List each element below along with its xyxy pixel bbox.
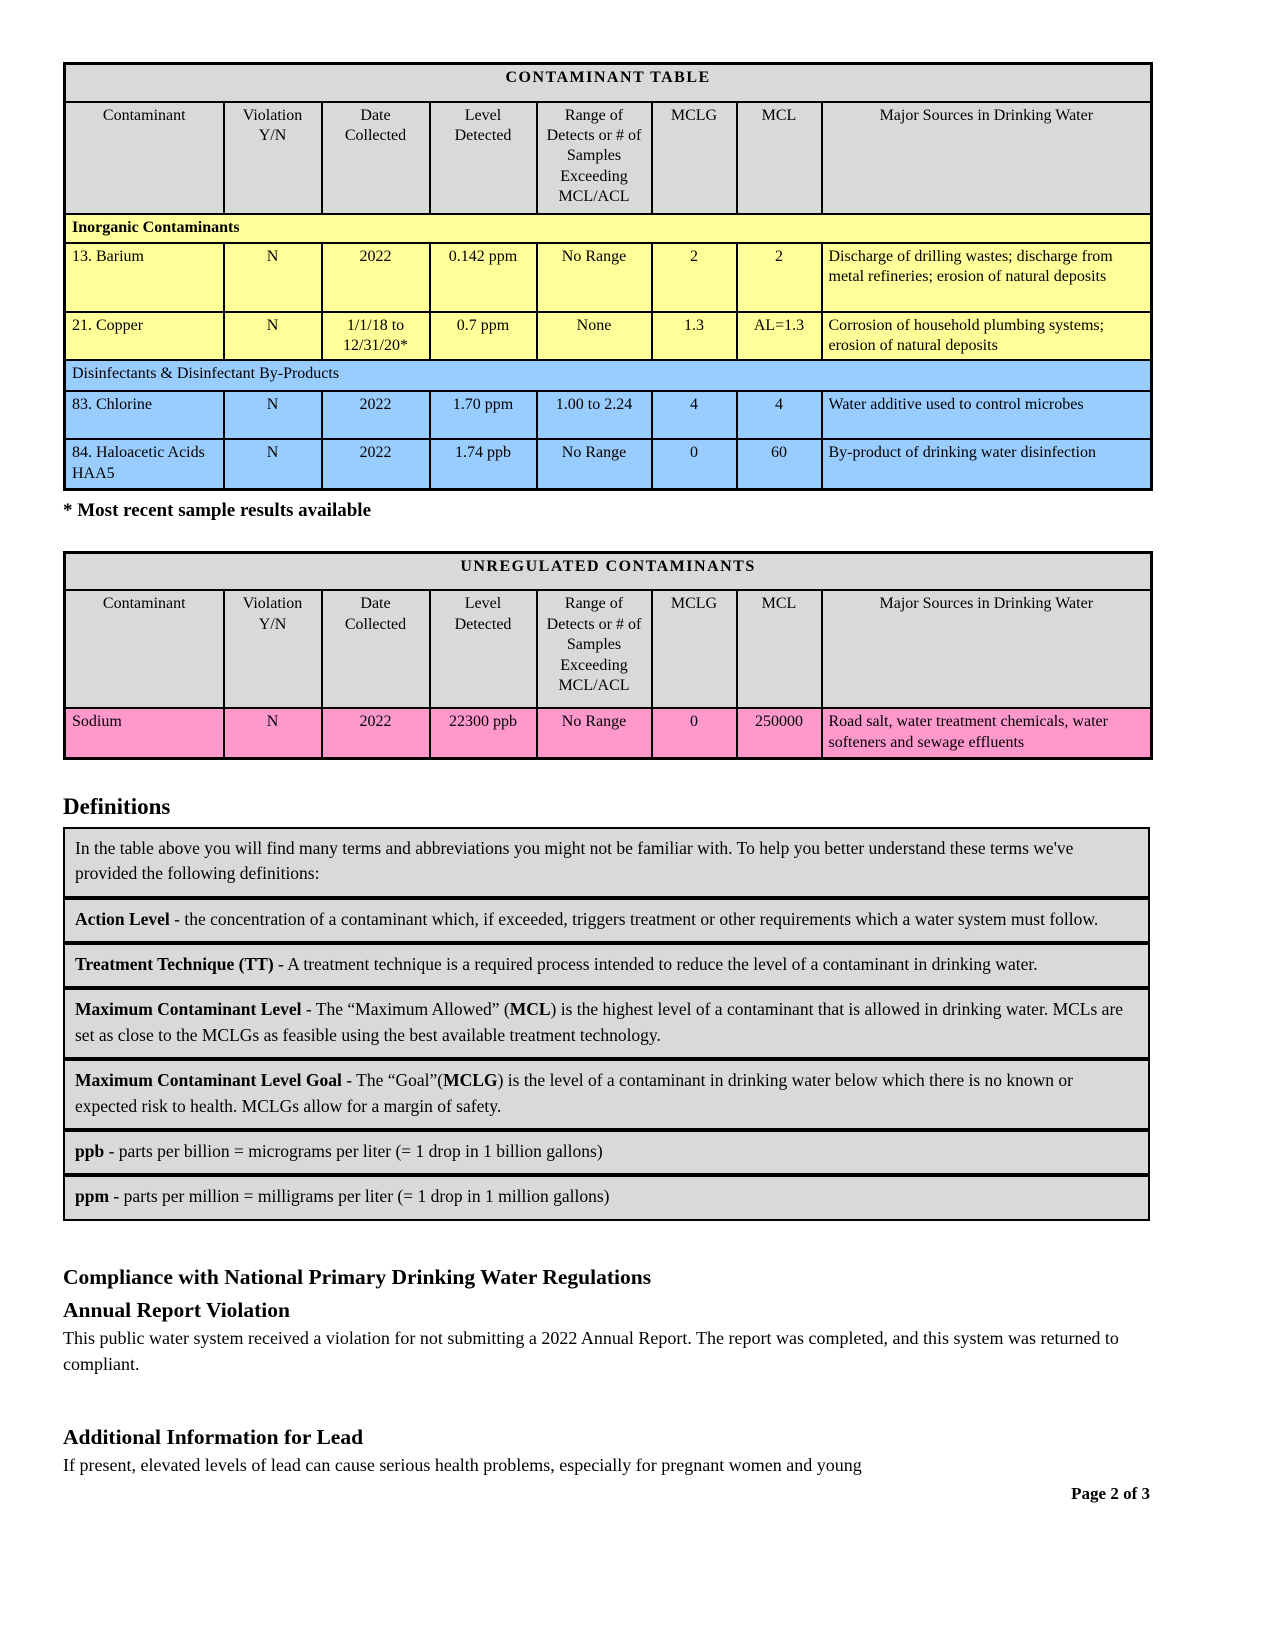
definition-term: Maximum Contaminant Level [75, 999, 302, 1020]
cell-date: 2022 [322, 391, 430, 439]
definition-text: parts per million = milligrams per liter (= 1 drop in 1 million gallons) [119, 1186, 610, 1207]
cell-range: No Range [537, 708, 652, 758]
cell-sources: Road salt, water treatment chemicals, water softeners and sewage effluents [822, 708, 1152, 758]
cell-violation: N [224, 391, 322, 439]
cell-violation: N [224, 708, 322, 758]
column-header-date-collected: Date Collected [322, 590, 430, 708]
unregulated-table-title-row [65, 552, 1152, 590]
definition-ppm [65, 1173, 1148, 1218]
section-label-inorganic: Inorganic Contaminants [65, 214, 1152, 243]
cell-level: 0.7 ppm [430, 312, 537, 361]
table-row-copper [65, 312, 1152, 361]
table-row-haloacetic [65, 439, 1152, 489]
definition-term: Action Level [75, 908, 170, 929]
table-row-chlorine [65, 391, 1152, 439]
definition-text: - A treatment technique is a required process intended to reduce the level of a contaminant in drinking water. [273, 954, 1038, 975]
definition-term: Maximum Contaminant Level Goal [75, 1070, 342, 1091]
column-header-major-sources: Major Sources in Drinking Water [822, 102, 1152, 214]
cell-level: 1.70 ppm [430, 391, 537, 439]
cell-level: 1.74 ppb [430, 439, 537, 489]
cell-mcl: AL=1.3 [737, 312, 822, 361]
definition-ppb [65, 1128, 1148, 1173]
cell-sources: Corrosion of household plumbing systems; erosion of natural deposits [822, 312, 1152, 361]
definition-term-abbr: MCLG [443, 1070, 498, 1091]
section-row-inorganic [65, 214, 1152, 243]
cell-level: 0.142 ppm [430, 243, 537, 312]
column-header-level-detected: Level Detected [430, 590, 537, 708]
cell-violation: N [224, 439, 322, 489]
column-header-mcl: MCL [737, 102, 822, 214]
table-row-barium [65, 243, 1152, 312]
unregulated-contaminants-table [63, 551, 1153, 760]
definition-term: ppm - [75, 1186, 120, 1207]
lead-heading: Additional Information for Lead [63, 1424, 364, 1449]
contaminant-table [63, 62, 1153, 491]
column-header-range: Range of Detects or # of Samples Exceeding MCL/ACL [537, 102, 652, 214]
unregulated-table-title: UNREGULATED CONTAMINANTS [65, 552, 1152, 590]
cell-sources: Discharge of drilling wastes; discharge from metal refineries; erosion of natural deposits [822, 243, 1152, 312]
definitions-heading: Definitions [63, 793, 171, 819]
cell-date: 2022 [322, 243, 430, 312]
cell-date: 2022 [322, 439, 430, 489]
cell-contaminant: 83. Chlorine [65, 391, 224, 439]
table-row-sodium [65, 708, 1152, 758]
unregulated-table-header-row [65, 590, 1152, 708]
definition-text: - The “Maximum Allowed” ( [301, 999, 510, 1020]
cell-contaminant: 84. Haloacetic Acids HAA5 [65, 439, 224, 489]
contaminant-table-title: CONTAMINANT TABLE [65, 64, 1152, 102]
table-footnote: * Most recent sample results available [63, 499, 372, 521]
definition-term: Treatment Technique (TT) [75, 954, 274, 975]
column-header-level-detected: Level Detected [430, 102, 537, 214]
contaminant-table-header-row [65, 102, 1152, 214]
cell-mclg: 1.3 [652, 312, 737, 361]
page-number: Page 2 of 3 [1071, 1483, 1150, 1503]
cell-sources: By-product of drinking water disinfection [822, 439, 1152, 489]
cell-range: None [537, 312, 652, 361]
cell-mclg: 0 [652, 439, 737, 489]
section-row-disinfectants [65, 360, 1152, 391]
cell-contaminant: 21. Copper [65, 312, 224, 361]
definition-mcl [65, 986, 1148, 1057]
column-header-contaminant: Contaminant [65, 102, 224, 214]
cell-range: 1.00 to 2.24 [537, 391, 652, 439]
cell-mcl: 2 [737, 243, 822, 312]
definition-text: - The “Goal”( [341, 1070, 444, 1091]
cell-contaminant: Sodium [65, 708, 224, 758]
cell-mcl: 60 [737, 439, 822, 489]
definition-text: - parts per billion = micrograms per liter (= 1 drop in 1 billion gallons) [104, 1140, 603, 1161]
cell-mclg: 2 [652, 243, 737, 312]
cell-date: 1/1/18 to 12/31/20* [322, 312, 430, 361]
cell-range: No Range [537, 243, 652, 312]
cell-mcl: 250000 [737, 708, 822, 758]
contaminant-table-title-row [65, 64, 1152, 102]
cell-mclg: 0 [652, 708, 737, 758]
cell-mcl: 4 [737, 391, 822, 439]
column-header-range: Range of Detects or # of Samples Exceeding MCL/ACL [537, 590, 652, 708]
definition-term: ppb [75, 1140, 105, 1161]
compliance-heading: Compliance with National Primary Drinking Water Regulations [63, 1264, 652, 1289]
definition-text: ) is the level of a contaminant in drinking water below which there is no known or expected risk to health. MCLGs allow for a margin of safety. [75, 1070, 1073, 1116]
definition-term-abbr: MCL [509, 999, 551, 1020]
column-header-major-sources: Major Sources in Drinking Water [822, 590, 1152, 708]
cell-level: 22300 ppb [430, 708, 537, 758]
definitions-box [63, 827, 1150, 1221]
cell-violation: N [224, 243, 322, 312]
column-header-mcl: MCL [737, 590, 822, 708]
definition-action-level [65, 896, 1148, 941]
section-label-disinfectants: Disinfectants & Disinfectant By-Products [65, 360, 1152, 391]
column-header-contaminant: Contaminant [65, 590, 224, 708]
annual-report-violation-heading: Annual Report Violation [63, 1297, 290, 1322]
definition-text: ) is the highest level of a contaminant that is allowed in drinking water. MCLs are set as close to the MCLGs as feasible using the best available treatment technology. [75, 999, 1124, 1045]
lead-body: If present, elevated levels of lead can cause serious health problems, especially for pregnant women and young [63, 1454, 862, 1475]
cell-date: 2022 [322, 708, 430, 758]
compliance-body: This public water system received a violation for not submitting a 2022 Annual Report. The report was completed, and this system was returned to compliant. [63, 1327, 1119, 1374]
column-header-mclg: MCLG [652, 102, 737, 214]
definition-text: In the table above you will find many terms and abbreviations you might not be familiar with. To help you better understand these terms we've provided the following definitions: [75, 837, 1074, 884]
cell-mclg: 4 [652, 391, 737, 439]
definition-text: - the concentration of a contaminant which, if exceeded, triggers treatment or other requirements which a water system must follow. [169, 908, 1099, 929]
cell-range: No Range [537, 439, 652, 489]
column-header-violation: Violation Y/N [224, 590, 322, 708]
definition-mclg [65, 1057, 1148, 1128]
definition-intro [65, 829, 1148, 896]
column-header-mclg: MCLG [652, 590, 737, 708]
cell-violation: N [224, 312, 322, 361]
cell-contaminant: 13. Barium [65, 243, 224, 312]
cell-sources: Water additive used to control microbes [822, 391, 1152, 439]
column-header-violation: Violation Y/N [224, 102, 322, 214]
column-header-date-collected: Date Collected [322, 102, 430, 214]
definition-treatment-technique [65, 941, 1148, 986]
